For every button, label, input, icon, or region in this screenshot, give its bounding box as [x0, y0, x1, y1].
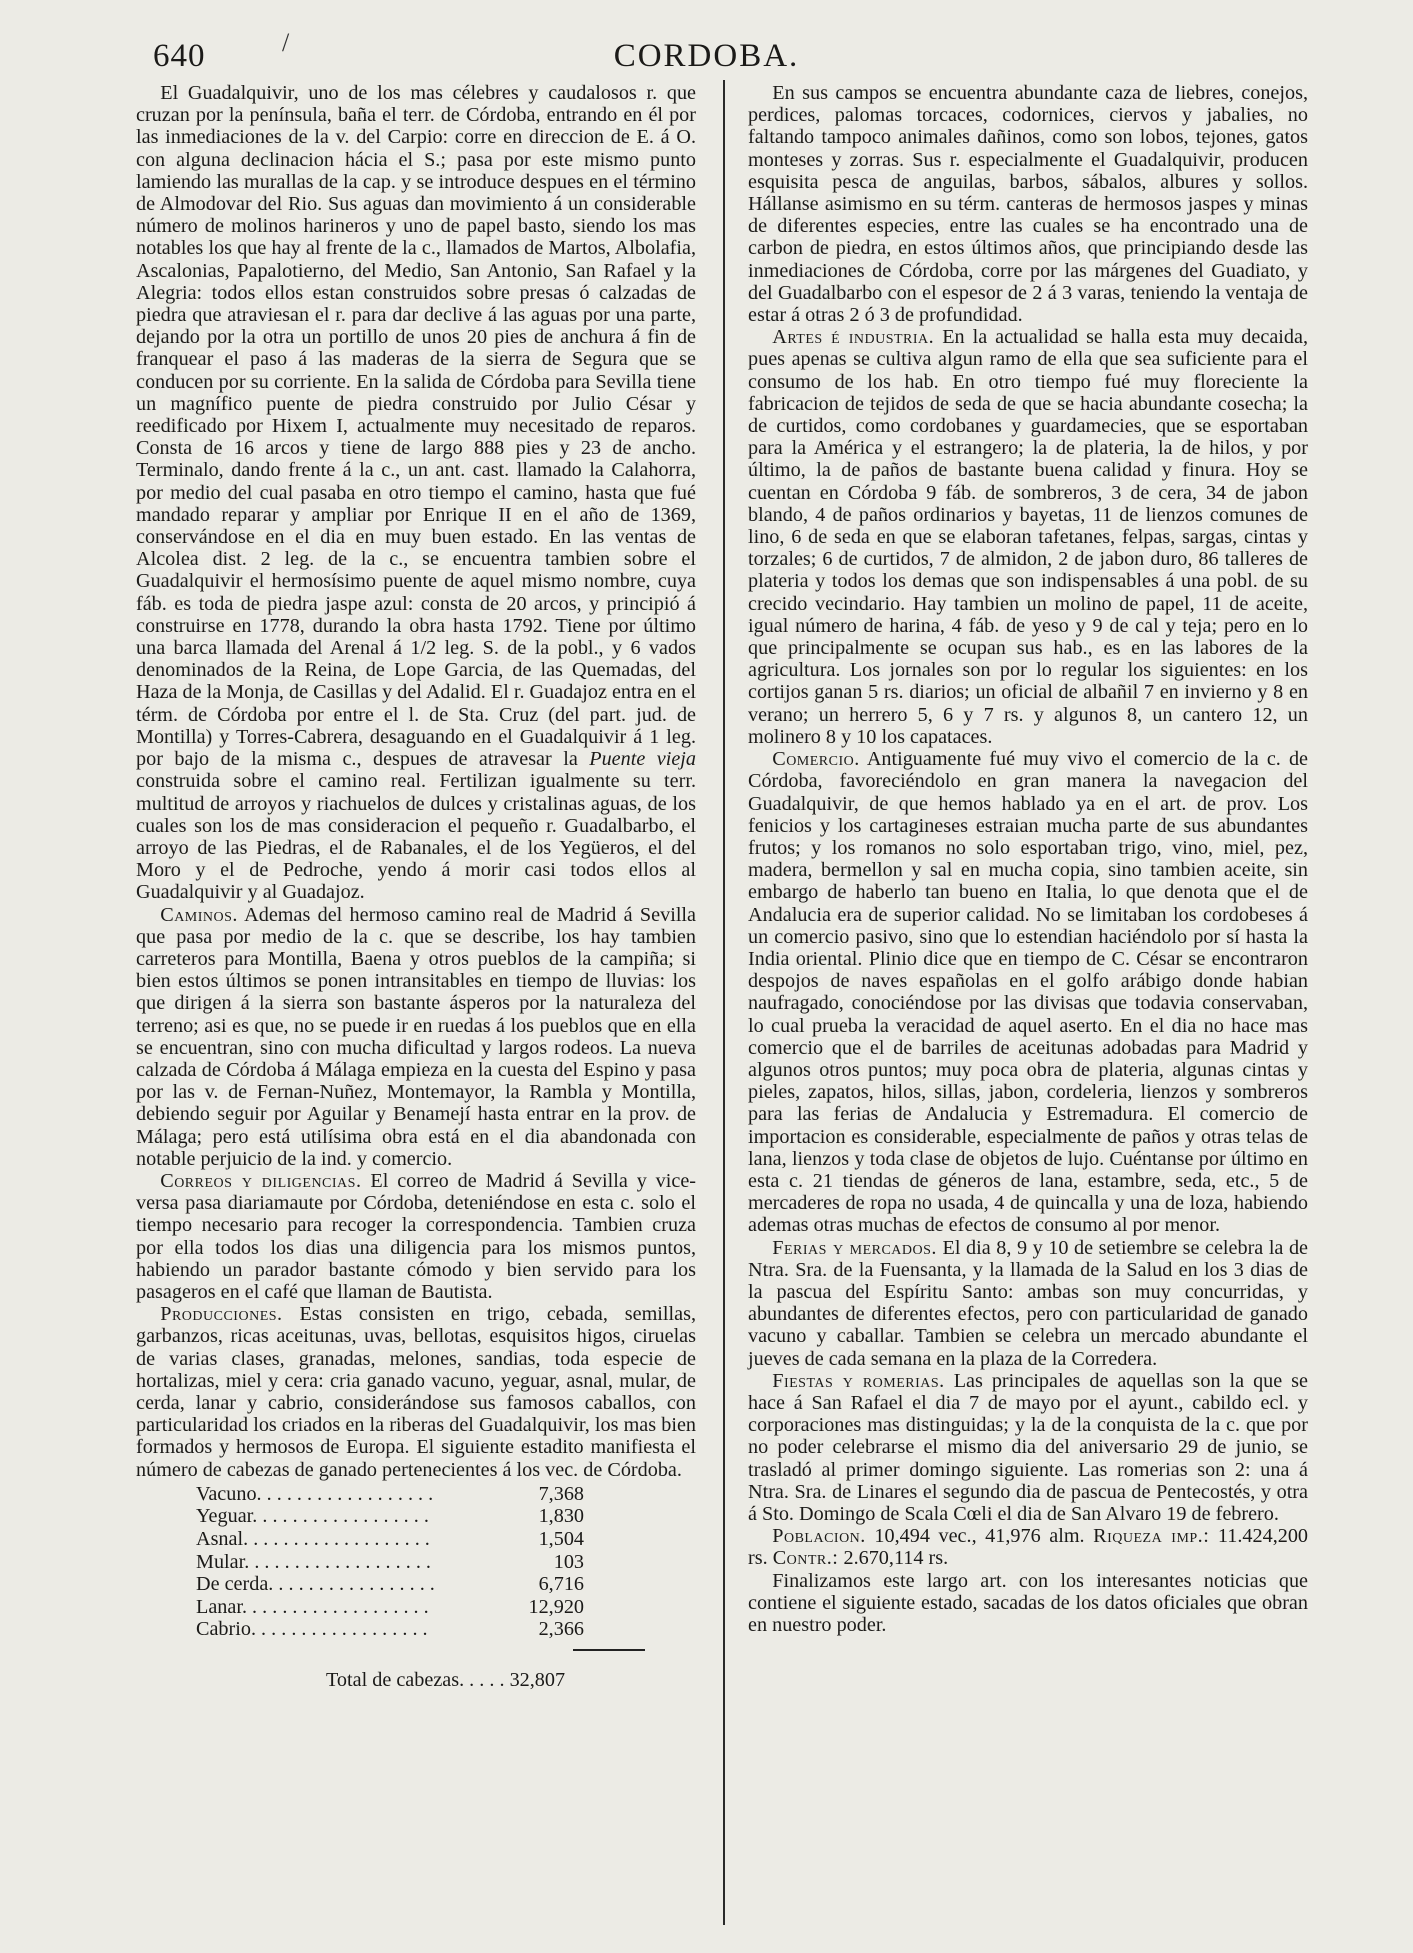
- page-number: 640: [153, 38, 206, 74]
- paragraph-fiestas: Fiestas y romerias. Las principales de aquellas son la que se hace á San Rafael el dia 7 de mayo por el ayunt., cabildo ecl. y corporaciones mas distinguidas; y la de la conquista de la c. que por no poder celebrarse el mismo dia del aniversario 29 de junio, se trasladó al primer domingo siguiente. Las romerias son 2: una á Ntra. Sra. de Linares el segundo dia de pascua de Pentecostés, y otra á Sto. Domingo de Scala Cœli el dia de San Alvaro 19 de febrero.: [748, 1369, 1308, 1525]
- total-label: Total de cabezas. . . . .: [326, 1668, 505, 1691]
- table-row: Mular. . . . . . . . . . . . . . . . . . . 103: [196, 1550, 584, 1573]
- section-heading: Artes é industria.: [772, 326, 935, 349]
- column-divider: [723, 80, 725, 1925]
- paragraph-poblacion: Poblacion. 10,494 vec., 41,976 alm. Riqueza imp.: 11.424,200 rs. Contr.: 2.670,114 rs.: [748, 1525, 1309, 1570]
- section-heading: Poblacion.: [772, 1525, 866, 1548]
- right-column: [748, 82, 1308, 1636]
- paragraph-comercio: Comercio. Antiguamente fué muy vivo el comercio de la c. de Córdoba, favoreciéndolo en gran manera la navegacion del Guadalquivir, de que hemos hablado ya en el art. de prov. Los fenicios y los cartagineses estraian mucha parte de sus abundantes frutos; y los romanos no solo esportaban trigo, vino, miel, pez, madera, bermellon y sal en mucha copia, sino tambien aceite, sin embargo de haberlo tan bueno en Italia, lo que denota que el de Andalucia era de superior calidad. No se limitaban los cordobeses á un comercio pasivo, sino que lo estendian haciéndolo por sí hasta la India oriental. Plinio dice que en tiempo de C. César se encontraron despojos de naves españolas en el golfo arábigo donde habian naufragado, conociéndose por las divisas que todavia conservaban, lo cual prueba la veracidad de aquel aserto. En el dia no hace mas comercio que el de barriles de aceitunas adobadas para Madrid y algunos otros puntos; muy poca obra de plateria, algunas cintas y pieles, zapatos, hilos, sillas, jabon, cordeleria, lienzos y sombreros para las ferias de Andalucia y Estremadura. El comercio de importacion es considerable, especialmente de paños y otras telas de lana, lienzos y toda clase de objetos de lujo. Cuéntanse por último en esta c. 21 tiendas de géneros de lana, estambre, seda, etc., 5 de mercaderes de ropa no usada, 4 de quincalla y una de loza, habiendo ademas otras muchas de efectos de consumo al por menor.: [748, 748, 1309, 1237]
- section-heading: Fiestas y romerias.: [772, 1369, 945, 1392]
- total-row: [326, 1669, 696, 1691]
- section-heading: Producciones.: [160, 1303, 283, 1326]
- paragraph-guadalquivir: El Guadalquivir, uno de los mas célebres y caudalosos r. que cruzan por la península, baña el terr. de Córdoba, entrando en él por las inmediaciones de la v. del Carpio: corre en direccion de E. á O. con alguna declinacion hácia el S.; pasa por este mismo punto lamiendo las murallas de la cap. y se introduce despues en el término de Almodovar del Rio. Sus aguas dan movimiento á un considerable número de molinos harineros y uno de papel basto, siendo los mas notables los que hay al frente de la c., llamados de Martos, Albolafia, Ascalonias, Papalotierno, del Medio, San Antonio, San Rafael y la Alegria: todos ellos estan construidos sobre presas ó calzadas de piedra que atraviesan el r. para dar declive á las aguas por una parte, dejando por la otra un portillo de unos 20 pies de anchura á fin de franquear el paso á las maderas de la sierra de Segura que se conducen por su corriente. En la salida de Córdoba para Sevilla tiene un magnífico puente de piedra construido por Julio César y reedificado por Hixem I, actualmente muy necesitado de reparos. Consta de 16 arcos y tiene de largo 888 pies y 23 de ancho. Terminalo, dando frente á la c., un ant. cast. llamado la Calahorra, por medio del cual pasaba en otro tiempo el camino, hasta que fué mandado reparar y ampliar por Enrique II en el año de 1369, conservándose en el dia en muy buen estado. En las ventas de Alcolea dist. 2 leg. de la c., se encuentra tambien sobre el Guadalquivir el hermosísimo puente de aquel mismo nombre, cuya fáb. es toda de piedra jaspe azul: consta de 20 arcos, y principió á construirse en 1778, durando la obra hasta 1792. Tiene por último una barca llamada del Arenal á 1/2 leg. S. de la pobl., y 6 vados denominados de la Reina, de Lope Garcia, de las Quemadas, del Haza de la Monja, de Casillas y del Adalid. El r. Guadajoz entra en el térm. de Córdoba por entre el l. de Sta. Cruz (del part. jud. de Montilla) y Torres-Cabrera, desaguando en el Guadalquivir á 1 leg. por bajo de la misma c., despues de atravesar la Puente vieja construida sobre el camino real. Fertilizan igualmente su terr. multitud de arroyos y riachuelos de dulces y cristalinas aguas, de los cuales son los de mas consideracion el pequeño r. Guadalbarbo, el arroyo de las Piedras, el de Rabanales, el de los Yegüeros, el del Moro y el de Pedroche, yendo á morir casi todos ellos al Guadalquivir y al Guadajoz.: [136, 82, 697, 904]
- stray-mark: /: [282, 28, 290, 57]
- paragraph-ferias: Ferias y mercados. El dia 8, 9 y 10 de setiembre se celebra la de Ntra. Sra. de la Fuensanta, y la llamada de la Salud en los 3 dias de la pascua del Espíritu Santo: ambas son muy concurridas, y abundantes de diferentes efectos, pero con particularidad de ganado vacuno y caballar. Tambien se celebra un mercado abundante el jueves de cada semana en la plaza de la Corredera.: [748, 1236, 1308, 1370]
- total-value: 32,807: [509, 1668, 566, 1691]
- paragraph-caminos: Caminos. Ademas del hermoso camino real de Madrid á Sevilla que pasa por medio de la c. que se describe, los hay tambien carreteros para Montilla, Baena y otros pueblos de la campiña; si bien estos últimos se ponen intransitables en tiempo de lluvias: los que dirigen á la sierra son bastante ásperos por la naturaleza del terreno; asi es que, no se puede ir en ruedas á los pueblos que en ella se encuentran, sino con mucha dificultad y largos rodeos. La nueva calzada de Córdoba á Málaga empieza en la cuesta del Espino y pasa por las v. de Fernan-Nuñez, Montemayor, la Rambla y Montilla, debiendo seguir por Aguilar y Benamejí hasta entrar en la prov. de Málaga; pero está utilísima obra está en el dia abandonada con notable perjuicio de la ind. y comercio.: [136, 903, 696, 1170]
- table-row: Cabrio. . . . . . . . . . . . . . . . . . 2,366: [196, 1618, 584, 1641]
- table-row: Vacuno. . . . . . . . . . . . . . . . . . 7,368: [196, 1482, 584, 1505]
- table-row: De cerda. . . . . . . . . . . . . . . . . 6,716: [196, 1573, 584, 1596]
- section-heading: Ferias y mercados.: [772, 1236, 937, 1259]
- table-row: Yeguar. . . . . . . . . . . . . . . . . . 1,830: [196, 1505, 584, 1528]
- paragraph-producciones: Producciones. Estas consisten en trigo, cebada, semillas, garbanzos, ricas aceitunas, uvas, bellotas, esquisitos higos, ciruelas de varias clases, granadas, melones, sandias, toda especie de hortalizas, miel y cera: cria ganado vacuno, yeguar, asnal, mular, de cerda, lanar y cabrio, considerándose sus famosos caballos, con particularidad los criados en la riberas del Guadalquivir, los mas bien formados y hermosos de Europa. El siguiente estadito manifiesta el número de cabezas de ganado pertenecientes á los vec. de Córdoba.: [136, 1303, 696, 1481]
- paragraph-caza: En sus campos se encuentra abundante caza de liebres, conejos, perdices, palomas torcaces, codornices, ciervos y jabalies, no faltando tampoco animales dañinos, como son lobos, tejones, gatos monteses y zorras. Sus r. especialmente el Guadalquivir, producen esquisita pesca de anguilas, barbos, sábalos, albures y sollos. Hállanse asimismo en su térm. canteras de hermosos jaspes y minas de diferentes especies, entre las cuales se ha encontrado una de carbon de piedra, en estos últimos años, que principiando desde las inmediaciones de Córdoba, corre por las márgenes del Guadiato, y del Guadalbarbo con el espesor de 2 á 3 varas, teniendo la ventaja de estar á otras 2 ó 3 de profundidad.: [748, 82, 1308, 327]
- inline-heading: Riqueza imp.:: [1093, 1525, 1210, 1548]
- paragraph-artes: Artes é industria. En la actualidad se halla esta muy decaida, pues apenas se cultiva algun ramo de ella que sea suficiente para el consumo de los hab. En otro tiempo fué muy floreciente la fabricacion de tejidos de seda de que se hacia abundante cosecha; la de curtidos, como cordobanes y guardamecies, que se esportaban para la América y el estrangero; la de plateria, la de hilos, y por último, la de paños de bastante buena calidad y finura. Hoy se cuentan en Córdoba 9 fáb. de sombreros, 3 de cera, 34 de jabon blando, 4 de paños ordinarios y bayetas, 11 de lienzos comunes de lino, 6 de seda en que se elaboran tafetanes, felpas, sargas, cintas y torzales; 6 de curtidos, 7 de almidon, 2 de jabon duro, 86 talleres de plateria y todos los demas que son indispensables á una pobl. de su crecido vecindario. Hay tambien un molino de papel, 11 de aceite, igual número de harina, 4 fáb. de yeso y 9 de cal y teja; pero en lo que principalmente se ocupan sus hab., es en las labores de la agricultura. Los jornales son por lo regular los siguientes: en los cortijos ganan 5 rs. diarios; un oficial de albañil 7 en invierno y 8 en verano; un herrero 5, 6 y 7 rs. y algunos 8, un cantero 12, un molinero 8 y 10 los capataces.: [748, 326, 1308, 748]
- paragraph-correos: Correos y diligencias. El correo de Madrid á Sevilla y vice-versa pasa diariamaute por Córdoba, deteniéndose en esta c. solo el tiempo necesario para recoger la correspondencia. Tambien cruza por ella todos los dias una diligencia para los mismos puntos, habiendo un parador bastante cómodo y bien servido para los pasageros en el café que llaman de Bautista.: [136, 1169, 697, 1303]
- page-title: CORDOBA.: [613, 38, 800, 74]
- paragraph-final: Finalizamos este largo art. con los interesantes noticias que contiene el siguiente estado, sacadas de los datos oficiales que obran en nuestro poder.: [748, 1569, 1308, 1637]
- table-row: Asnal. . . . . . . . . . . . . . . . . . . 1,504: [196, 1527, 584, 1550]
- section-heading: Caminos.: [160, 903, 238, 926]
- total-rule: [573, 1649, 645, 1651]
- section-heading: Correos y diligencias.: [160, 1169, 362, 1192]
- left-column: [136, 82, 696, 1691]
- inline-heading: Contr.:: [772, 1547, 839, 1570]
- section-heading: Comercio.: [772, 748, 860, 771]
- italic-term: Puente vieja: [589, 748, 696, 771]
- livestock-table: [196, 1483, 584, 1641]
- table-row: Lanar. . . . . . . . . . . . . . . . . . . 12,920: [196, 1595, 584, 1618]
